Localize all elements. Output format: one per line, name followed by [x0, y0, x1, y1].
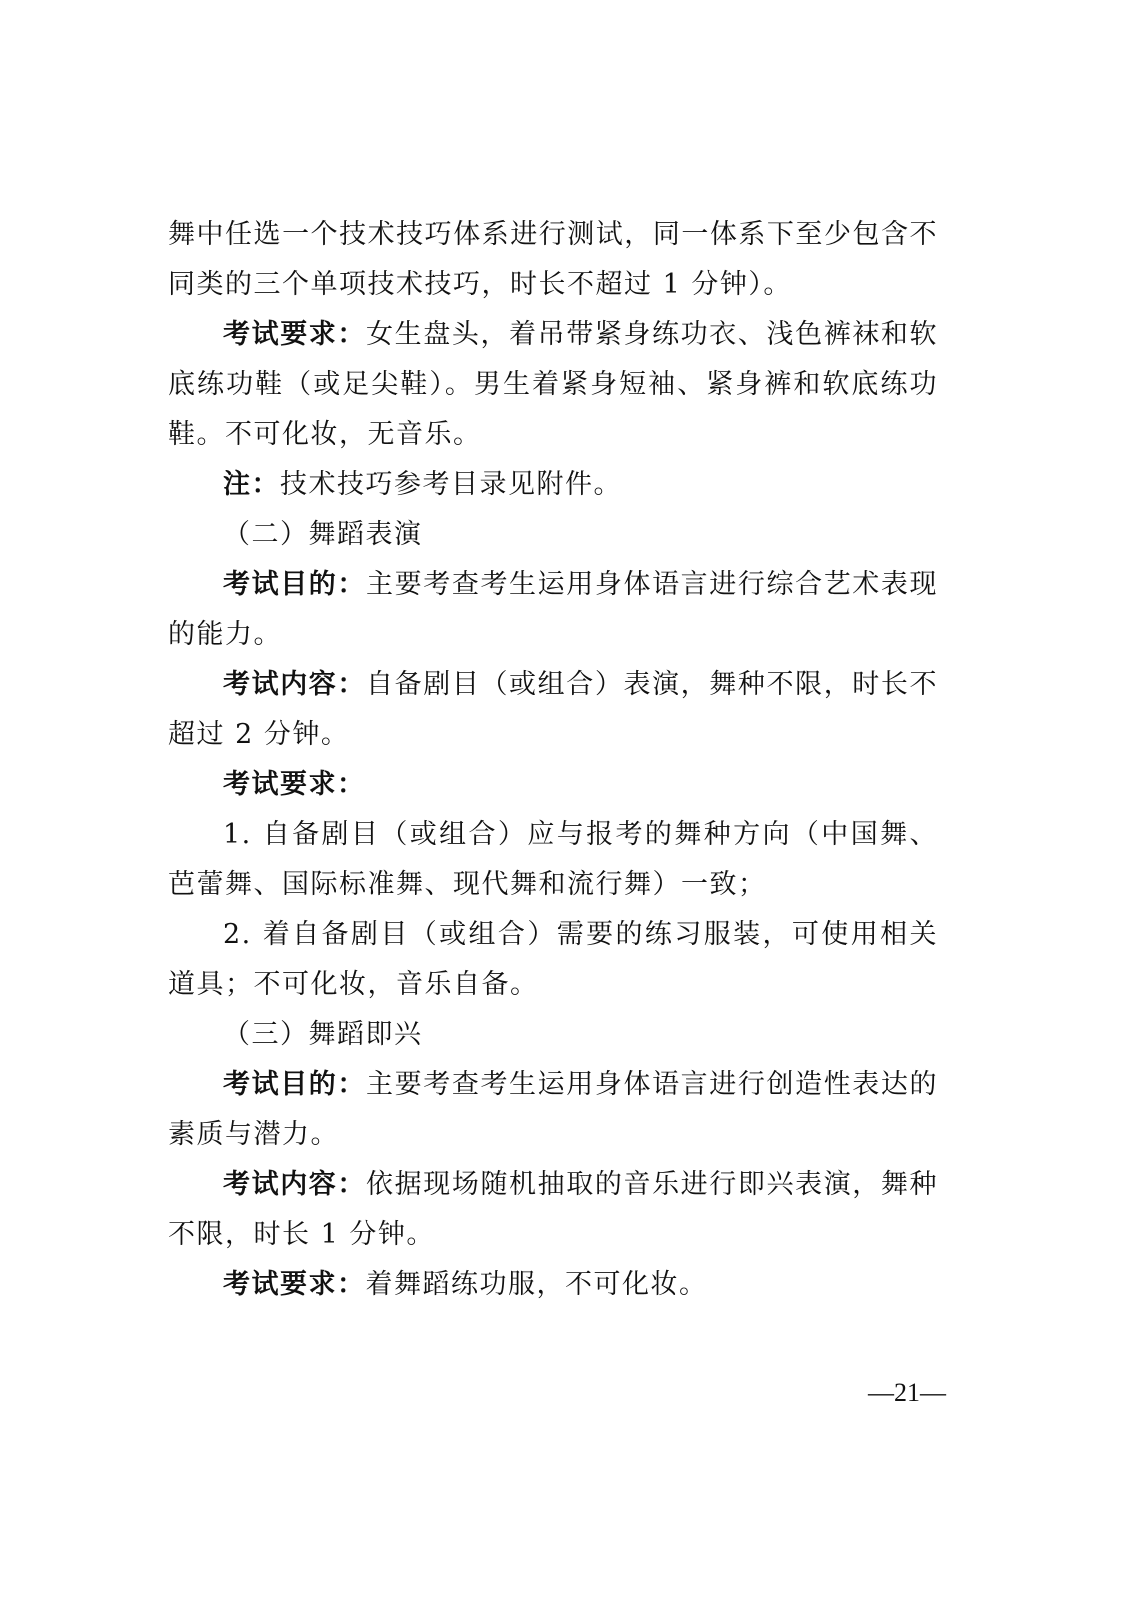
body-text: [168, 210, 938, 1310]
paragraph: [168, 210, 938, 310]
paragraph-text: 舞中任选一个技术技巧体系进行测试，同一体系下至少包含不同类的三个单项技术技巧，时长不超过 1 分钟）。: [168, 219, 938, 300]
paragraph-text: 2. 着自备剧目（或组合）需要的练习服装，可使用相关道具；不可化妆，音乐自备。: [168, 919, 938, 1000]
section-heading: [168, 510, 938, 560]
paragraph: [168, 460, 938, 510]
list-item: [168, 910, 938, 1010]
page-number: —21—: [868, 1378, 946, 1407]
paragraph: [168, 660, 938, 760]
paragraph-text: （三）舞蹈即兴: [223, 1019, 423, 1050]
paragraph: [168, 1060, 938, 1160]
paragraph-text: 主要考查考生运用身体语言进行创造性表达的素质与潜力。: [168, 1069, 939, 1150]
paragraph-text: 主要考查考生运用身体语言进行综合艺术表现的能力。: [168, 569, 939, 650]
paragraph-text: 技术技巧参考目录见附件。: [280, 469, 622, 500]
paragraph-label: 考试目的：: [223, 569, 367, 600]
paragraph-text: 着舞蹈练功服，不可化妆。: [365, 1269, 708, 1300]
paragraph-text: 自备剧目（或组合）表演，舞种不限，时长不超过 2 分钟。: [168, 669, 939, 750]
paragraph: [168, 560, 938, 660]
paragraph-text: 女生盘头，着吊带紧身练功衣、浅色裤袜和软底练功鞋（或足尖鞋）。男生着紧身短袖、紧身裤和软底练功鞋。不可化妆，无音乐。: [168, 319, 939, 450]
paragraph-label: 考试要求：: [223, 319, 367, 350]
paragraph-text: 依据现场随机抽取的音乐进行即兴表演，舞种不限，时长 1 分钟。: [168, 1169, 939, 1250]
paragraph-label: 考试要求：: [223, 769, 366, 800]
paragraph-label: 考试内容：: [223, 669, 367, 700]
paragraph-text: （二）舞蹈表演: [223, 519, 423, 550]
paragraph-label: 考试内容：: [223, 1169, 367, 1200]
paragraph: [168, 760, 938, 810]
section-heading: [168, 1010, 938, 1060]
list-item: [168, 810, 938, 910]
paragraph: [168, 310, 938, 460]
paragraph-label: 注：: [223, 469, 280, 500]
paragraph-text: 1. 自备剧目（或组合）应与报考的舞种方向（中国舞、芭蕾舞、国际标准舞、现代舞和流行舞）一致；: [168, 819, 938, 900]
paragraph: [168, 1160, 938, 1260]
paragraph-label: 考试要求：: [223, 1269, 366, 1300]
paragraph-label: 考试目的：: [223, 1069, 367, 1100]
paragraph: [168, 1260, 938, 1310]
